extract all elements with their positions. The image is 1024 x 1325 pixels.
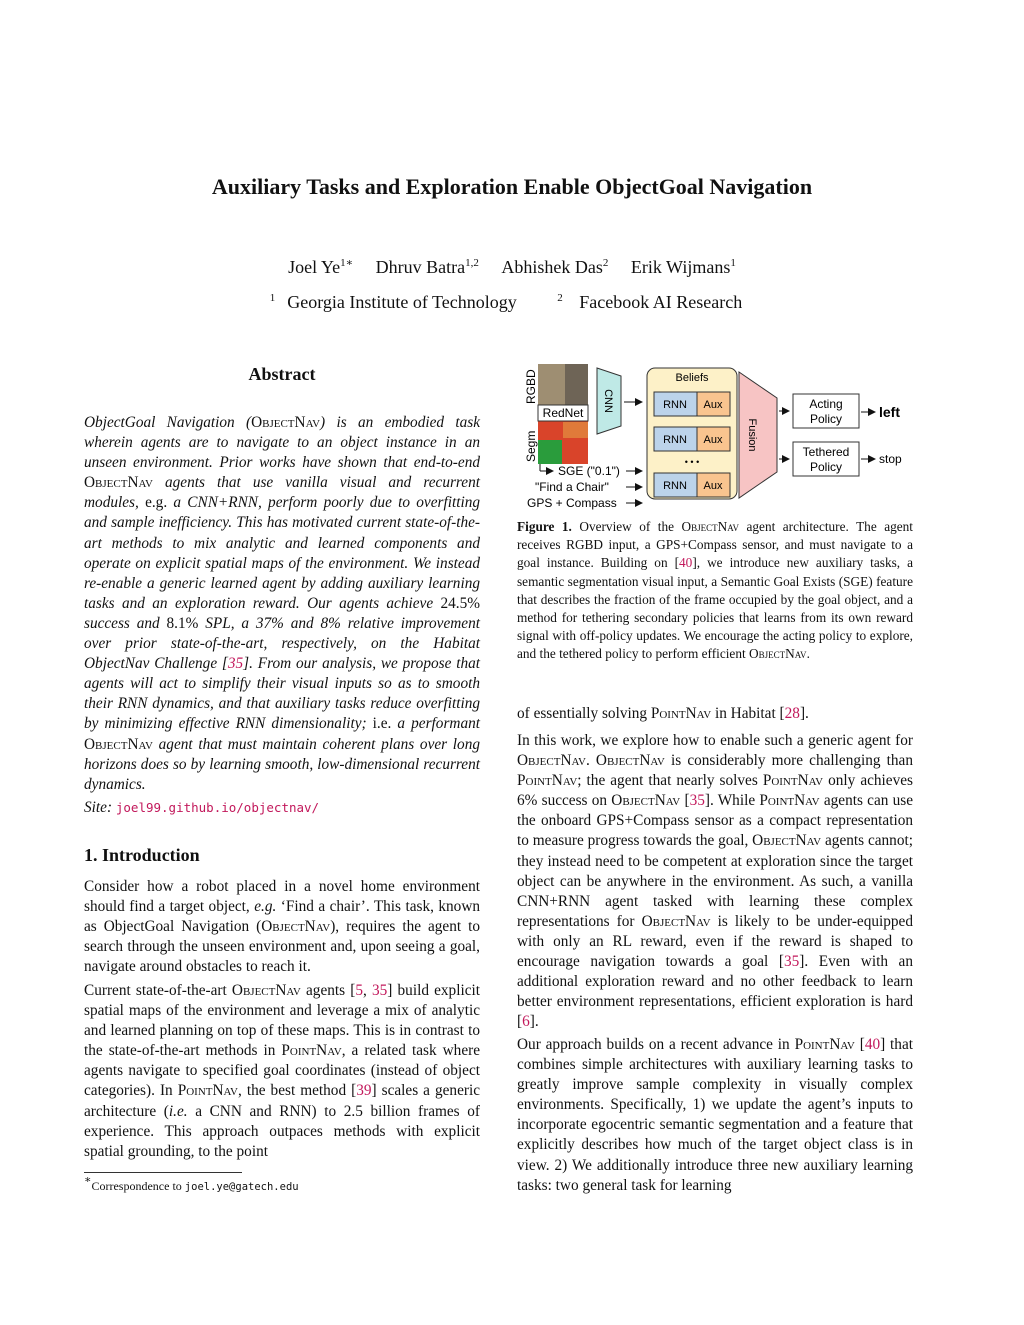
footnote-rule [84, 1172, 242, 1173]
sge-label: SGE ("0.1") [558, 464, 620, 478]
architecture-figure [517, 362, 917, 512]
acting-policy-label: Acting [809, 397, 843, 411]
affiliation: $^1$ Georgia Institute of Technology [269, 292, 517, 312]
section-heading: 1. Introduction [84, 845, 200, 865]
intro-paragraph-2: Current state-of-the-art ObjectNav agents [5, 35] build explicit spatial maps of the environment and leverage a mix of analytic and learned planning on top of these maps. This is in contrast to the state-of-the-art methods in PointNav, a related task where agents navigate to specified goal coordinates (instead of object categories). In PointNav, the best method [39] scales a generic architecture (i.e. a CNN and RNN) to 2.5 billion frames of experience. This approach outpaces methods with explicit spatial grounding, to the point [84, 982, 480, 1160]
right-paragraph-2: In this work, we explore how to enable such a generic agent for ObjectNav. ObjectNav is considerably more challenging than PointNav; the agent that nearly solves PointNav only achieves 6% success on ObjectNav [35]. While PointNav agents can use the onboard GPS+Compass sensor as a compact representation to measure progress towards the goal, ObjectNav agents cannot; they instead need to be competent at exploration since the target object can be anywhere in the environment. As such, a vanilla CNN+RNN agent tasked with learning these complex representations for ObjectNav is likely to be under-equipped with only an RL reward, even if the reward is shaped to encourage navigation towards a goal [35]. Even with an additional exploration reward and no other feedback to learn better environment representations, efficient exploration is hard [6]. [517, 732, 913, 1031]
abstract-text: ObjectGoal Navigation (ObjectNav) is an embodied task wherein agents are to navigate to an object instance in an unseen environment. Prior works have shown that end-to-end ObjectNav agents that use vanilla visual and recurrent modules, e.g. a CNN+RNN, perform poorly due to overfitting and sample inefficiency. This has motivated current state-of-the-art methods to mix analytic and learned components and operate on explicit spatial maps of the environment. We instead re-enable a generic learned agent by adding auxiliary learning tasks and an exploration reward. Our agents achieve 24.5% success and 8.1% SPL, a 37% and 8% relative improvement over prior state-of-the-art, respectively, on the Habitat ObjectNav Challenge [35]. From our analysis, we propose that agents will act to simplify their visual inputs so as to smooth their RNN dynamics, and that auxiliary tasks reduce overfitting by minimizing effective RNN dimensionality; i.e. a performant ObjectNav agent that must maintain coherent plans over long horizons does so by learning smooth, low-dimensional recurrent dynamics. [84, 414, 480, 793]
fusion-label: Fusion [746, 418, 758, 452]
rnn-label: RNN [663, 399, 687, 411]
author: Joel $Ye^{1∗}$ [288, 257, 354, 277]
rnn-label: RNN [663, 434, 687, 446]
email-link[interactable]: joel.ye@gatech.edu [184, 1181, 299, 1193]
citation-link[interactable]: 35 [371, 982, 388, 999]
citation-link[interactable]: 39 [356, 1082, 372, 1100]
aux-label: Aux [703, 399, 723, 411]
action-stop: stop [879, 452, 902, 466]
acting-policy-label: Policy [809, 412, 843, 426]
segm-region [538, 440, 562, 464]
author: Dhruv Batra$^{1,2}$ [375, 257, 479, 277]
citation-link[interactable]: 35 [689, 792, 705, 810]
right-paragraph-3: Our approach builds on a recent advance in PointNav [40] that combines simple architectures with auxiliary learning tasks to greatly improve sample complexity in visually complex environments. Specifically, 1) we update the agent’s inputs to incorporate egocentric semantic segmentation and a feature that explicitly describes how much of the target object class is in view. 2) We additionally introduce three new auxiliary learning tasks: two general task for learning [517, 1036, 913, 1194]
abstract-heading: Abstract [248, 364, 316, 384]
citation-link[interactable]: 6 [522, 1013, 530, 1031]
segm-label: Segm [524, 430, 538, 462]
citation-link[interactable]: 5 [355, 982, 363, 999]
figure-caption: Figure 1. Overview of the ObjectNav agent architecture. The agent receives RGBD input, a GPS+Compass sensor, and must navigate to a goal instance. Building on [40], we introduce new auxiliary tasks, a semantic segmentation visual input, a Semantic Goal Exists (SGE) feature that describes the fraction of the frame occupied by the goal object, and a method for tethering secondary policies that learns from its own reward signal with off-policy updates. We encourage the acting policy to explore, and the tethered policy to perform efficient ObjectNav. [517, 519, 913, 662]
right-paragraph-1: of essentially solving PointNav in Habitat [28]. [517, 705, 809, 722]
author: Abhishek Das$^2$ [501, 257, 609, 277]
tethered-policy-label: Policy [809, 460, 843, 474]
citation-link[interactable]: 28 [784, 705, 800, 722]
aux-label: Aux [703, 480, 723, 492]
tethered-policy-label: Tethered [802, 445, 850, 459]
ellipsis: • • • [684, 457, 700, 467]
beliefs-label: Beliefs [675, 372, 709, 384]
citation-link[interactable]: 35 [227, 655, 244, 673]
cnn-label: CNN [602, 389, 614, 413]
citation-link[interactable]: 35 [783, 953, 800, 971]
rednet-label: RedNet [542, 406, 584, 420]
gps-label: GPS + Compass [527, 496, 617, 510]
segm-region [563, 422, 588, 438]
author: Erik Wijmans$^1$ [630, 257, 736, 277]
affiliation: $^2$ Facebook AI Research [557, 292, 743, 312]
paper-title: Auxiliary Tasks and Exploration Enable ObjectGoal Navigation [211, 174, 813, 199]
rgbd-label: RGBD [524, 369, 538, 404]
citation-link[interactable]: 40 [864, 1036, 881, 1053]
affiliations [0, 292, 1024, 313]
intro-paragraph-1: Consider how a robot placed in a novel home environment should find a target object, e.g. ‘Find a chair’. This task, known as ObjectGoal Navigation (ObjectNav), requires the agent to search through the unseen environment and, upon seeing a goal, navigate around obstacles to reach it. [84, 878, 481, 976]
site-link[interactable]: joel99.github.io/objectnav/ [115, 800, 320, 815]
author-list [0, 257, 1024, 278]
footnote: ∗Correspondence to joel.ye@gatech.edu [84, 1174, 299, 1193]
citation-link[interactable]: 40 [679, 555, 693, 571]
aux-label: Aux [703, 434, 723, 446]
project-site: Site: joel99.github.io/objectnav/ [84, 799, 320, 816]
rgbd-image-shade [565, 364, 588, 406]
action-left: left [879, 404, 900, 420]
goal-label: "Find a Chair" [535, 480, 609, 494]
rnn-label: RNN [663, 480, 687, 492]
